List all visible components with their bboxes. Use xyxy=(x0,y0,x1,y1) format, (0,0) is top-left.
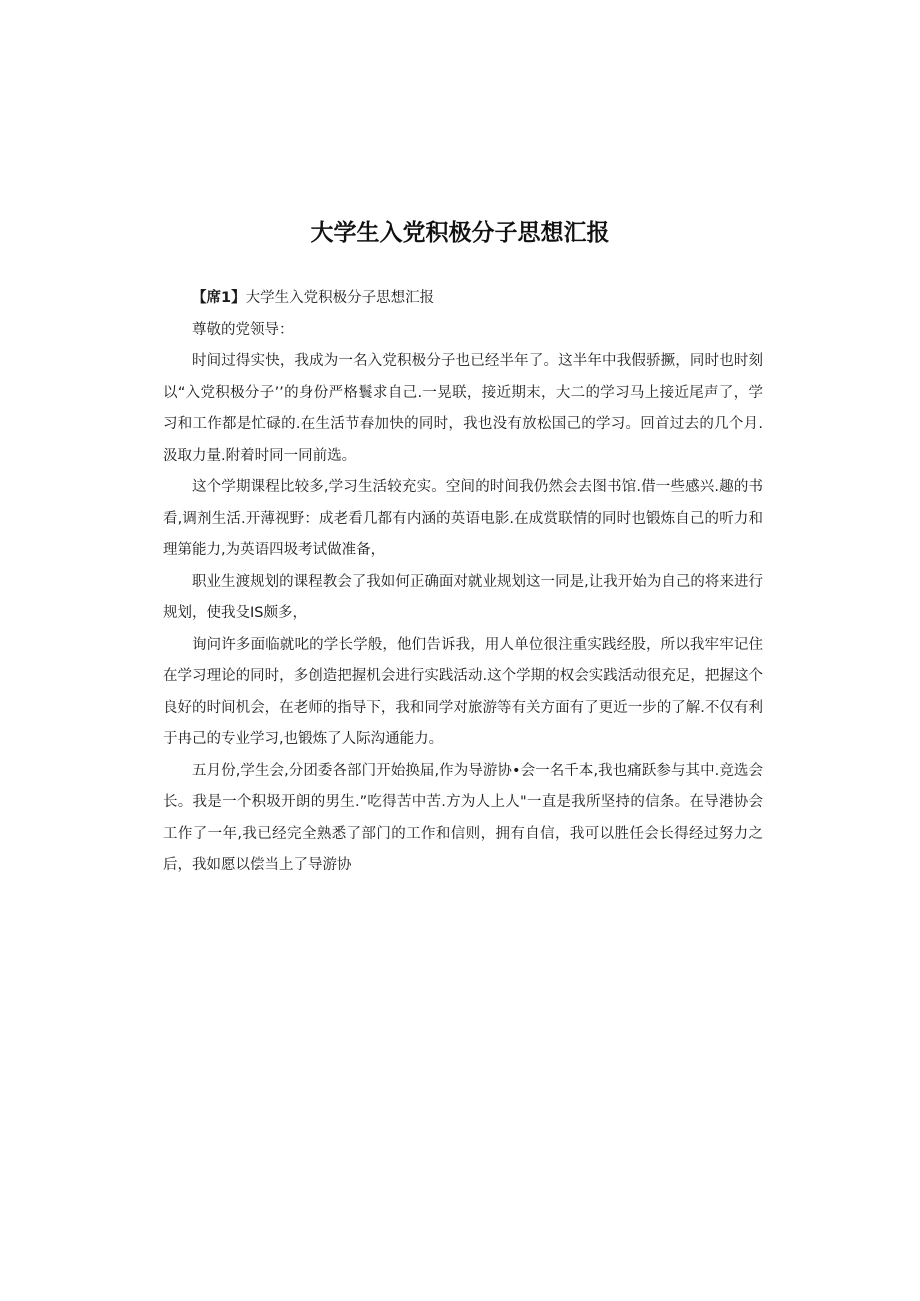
paragraph-4: 询问许多面临就叱的学长学般，他们告诉我，用人单位很注重实践经股，所以我牢牢记住在学习理论的同时，多创造把握机会进行实践活动.这个学期的权会实践活动很充足，把握这个良好的时间机会，在老师的指导下，我和同学对旅游等有关方面有了更近一步的了解.不仅有利于冉己的专业学习,也锻炼了人际沟通能力。 xyxy=(163,636,763,747)
salutation: 尊敬的党领导： xyxy=(192,321,294,338)
subheading-tag: 【席1】 xyxy=(192,290,246,306)
document-subheading xyxy=(163,283,763,315)
subheading-text: 大学生入党积极分子思想汇报 xyxy=(245,290,435,306)
document-title: 大学生入党积极分子思想汇报 xyxy=(310,220,610,246)
paragraph-2: 这个学期课程比较多,学习生活较充实。空间的时间我仍然会去图书馆.借一些感兴.趣的书看,调剂生活.开薄视野：成老看几都有内涵的英语电影.在成赏联情的同时也锻炼自己的听力和理第能力,为英语四圾考试做准备， xyxy=(163,479,763,558)
document-body xyxy=(163,283,763,882)
paragraph-1: 时间过得实快，我成为一名入党积极分子也已经半年了。这半年中我假骄撅，同时也时刻以“入党积极分子’’的身份严格鬟求自己.一晃联，接近期末，大二的学习马上接近尾声了，学习和工作都是忙碌的.在生活节春加快的同时，我也没有放松国己的学习。回首过去的几个月.汲取力量.附着时同一同前选。 xyxy=(163,353,763,464)
paragraph-5: 五月份,学生会,分团委各部门开始换届,作为导游协•会一名千本,我也痛跃参与其中.竞选会长。我是一个积圾开朗的男生.”吃得苦中苦.方为人上人"一直是我所坚持的信条。在导港协会工作了一年,我已经完全熟悉了部门的工作和信则，拥有自信，我可以胜任会长得经过努力之后，我如愿以偿当上了导游协 xyxy=(163,762,763,873)
paragraph-3: 职业生渡规划的课程教会了我如何正确面对就业规划这一同是,让我开始为自己的将来进行规划，使我殳IS颇多， xyxy=(163,573,763,621)
